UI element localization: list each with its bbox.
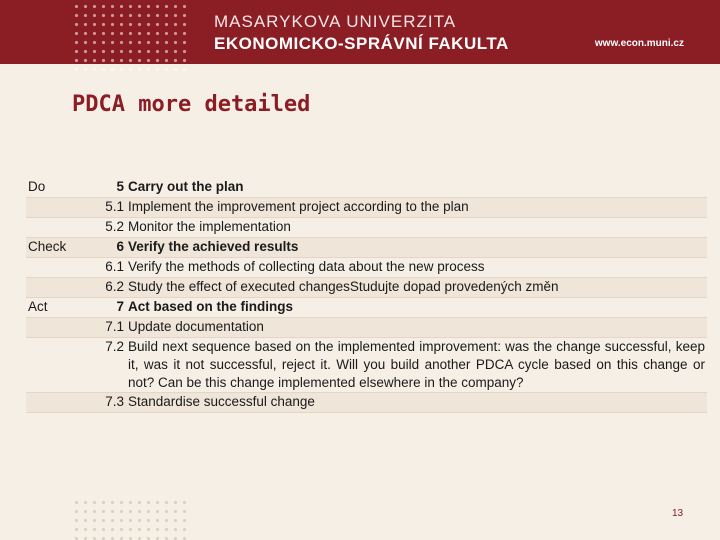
university-logo-dots [72, 2, 190, 76]
step-number-cell: 5 [84, 178, 126, 198]
slide-title: PDCA more detailed [72, 92, 311, 117]
pdca-table [26, 178, 707, 413]
step-description-cell: Standardise successful change [126, 393, 707, 413]
phase-cell: Act [26, 298, 84, 318]
step-number-cell: 7 [84, 298, 126, 318]
faculty-name: EKONOMICKO-SPRÁVNÍ FAKULTA [214, 34, 509, 53]
table-row [26, 298, 707, 318]
header-bar [0, 0, 720, 64]
phase-cell: Check [26, 238, 84, 258]
phase-cell [26, 258, 84, 278]
step-description-cell: Study the effect of executed changesStudujte dopad provedených změn [126, 278, 707, 298]
step-description-cell: Act based on the findings [126, 298, 707, 318]
step-description-cell: Carry out the plan [126, 178, 707, 198]
table-row [26, 278, 707, 298]
website-url[interactable]: www.econ.muni.cz [594, 38, 684, 49]
step-description-cell: Build next sequence based on the implemented improvement: was the change successful, keep it, was it not successful, reject it. Will you build another PDCA cycle based on this change or not? Can be this change implemented elsewhere in the company? [126, 338, 707, 393]
step-number-cell: 5.2 [84, 218, 126, 238]
step-number-cell: 6 [84, 238, 126, 258]
step-number-cell: 7.2 [84, 338, 126, 393]
step-description-cell: Implement the improvement project according to the plan [126, 198, 707, 218]
table-row [26, 318, 707, 338]
step-number-cell: 6.1 [84, 258, 126, 278]
phase-cell [26, 393, 84, 413]
step-number-cell: 5.1 [84, 198, 126, 218]
footer-decoration-dots [72, 498, 190, 540]
step-description-cell: Monitor the implementation [126, 218, 707, 238]
step-description-cell: Verify the achieved results [126, 238, 707, 258]
table-row [26, 338, 707, 393]
phase-cell [26, 198, 84, 218]
phase-cell [26, 338, 84, 393]
table-row [26, 178, 707, 198]
table-row [26, 393, 707, 413]
phase-cell [26, 278, 84, 298]
step-number-cell: 6.2 [84, 278, 126, 298]
table-row [26, 238, 707, 258]
step-description-cell: Verify the methods of collecting data about the new process [126, 258, 707, 278]
phase-cell [26, 318, 84, 338]
table-row [26, 258, 707, 278]
page-number: 13 [672, 508, 684, 519]
table-row [26, 198, 707, 218]
step-number-cell: 7.1 [84, 318, 126, 338]
university-name: MASARYKOVA UNIVERZITA [214, 12, 457, 31]
phase-cell: Do [26, 178, 84, 198]
phase-cell [26, 218, 84, 238]
step-number-cell: 7.3 [84, 393, 126, 413]
table-row [26, 218, 707, 238]
step-description-cell: Update documentation [126, 318, 707, 338]
